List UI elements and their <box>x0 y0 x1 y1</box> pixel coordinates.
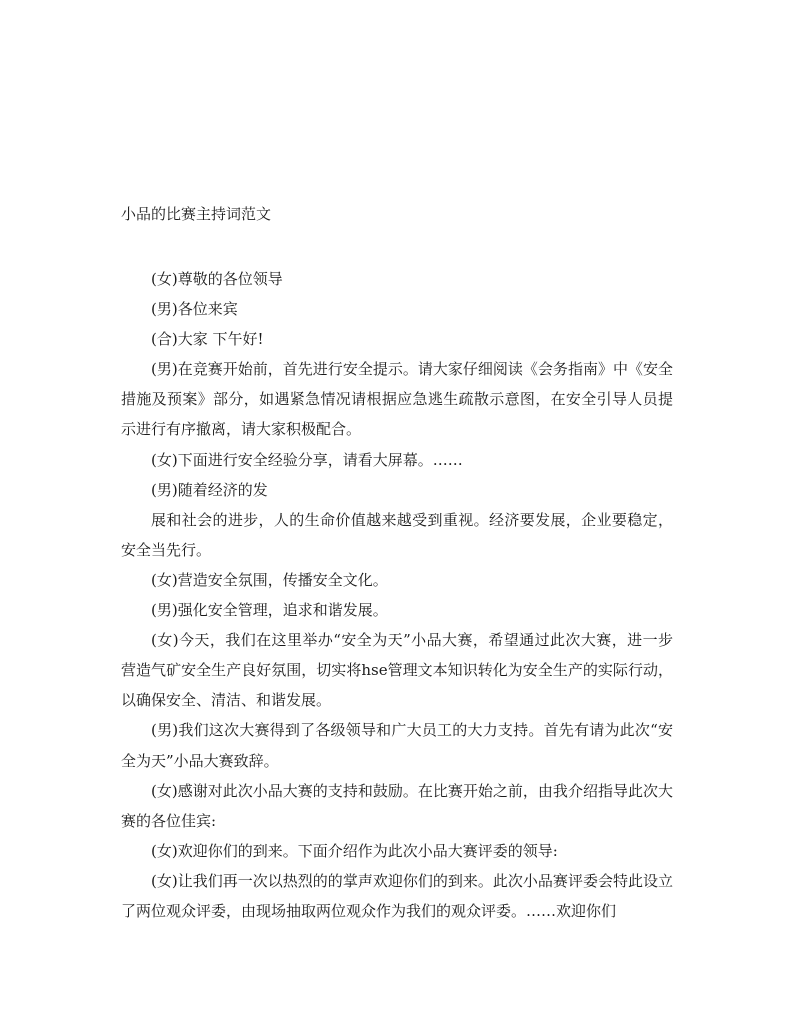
document-body <box>121 264 673 926</box>
paragraph-greeting-leaders: (女)尊敬的各位领导 <box>151 270 283 288</box>
paragraph-contest-intro: (女)今天，我们在这里举办“安全为天”小品大赛，希望通过此次大赛，进一步营造气矿安全生产良好氛围，切实将hse管理文本知识转化为安全生产的实际行动，以确保安全、清洁、和谐发展。 <box>121 631 673 710</box>
paragraph-safety-sharing: (女)下面进行安全经验分享，请看大屏幕。…… <box>151 450 463 469</box>
paragraph-guest-intro: (女)感谢对此次小品大赛的支持和鼓励。在比赛开始之前，由我介绍指导此次大赛的各位佳宾: <box>121 781 673 830</box>
paragraph-economy-start: (男)随着经济的发 <box>151 480 268 499</box>
paragraph-greeting-guests: (男)各位来宾 <box>151 300 238 319</box>
paragraph-safety-notice: (男)在竞赛开始前，首先进行安全提示。请大家仔细阅读《会务指南》中《安全措施及预案》部分，如遇紧急情况请根据应急逃生疏散示意图，在安全引导人员提示进行有序撤离，请大家积极配合。 <box>121 360 673 439</box>
paragraph-economy-continued: 展和社会的进步，人的生命价值越来越受到重视。经济要发展，企业要稳定，安全当先行。 <box>121 510 673 559</box>
paragraph-safety-management: (男)强化安全管理，追求和谐发展。 <box>151 601 388 620</box>
paragraph-safety-culture: (女)营造安全氛围，传播安全文化。 <box>151 570 388 589</box>
paragraph-audience-judges: (女)让我们再一次以热烈的的掌声欢迎你们的到来。此次小品赛评委会特此设立了两位观众评委，由现场抽取两位观众作为我们的观众评委。……欢迎你们 <box>121 871 673 920</box>
paragraph-support-speech: (男)我们这次大赛得到了各级领导和广大员工的大力支持。首先有请为此次“安全为天”小品大赛致辞。 <box>121 721 673 770</box>
paragraph-judges-intro: (女)欢迎你们的到来。下面介绍作为此次小品大赛评委的领导: <box>151 841 558 860</box>
paragraph-greeting-all: (合)大家 下午好! <box>151 330 264 349</box>
document-title: 小品的比赛主持词范文 <box>121 205 272 223</box>
